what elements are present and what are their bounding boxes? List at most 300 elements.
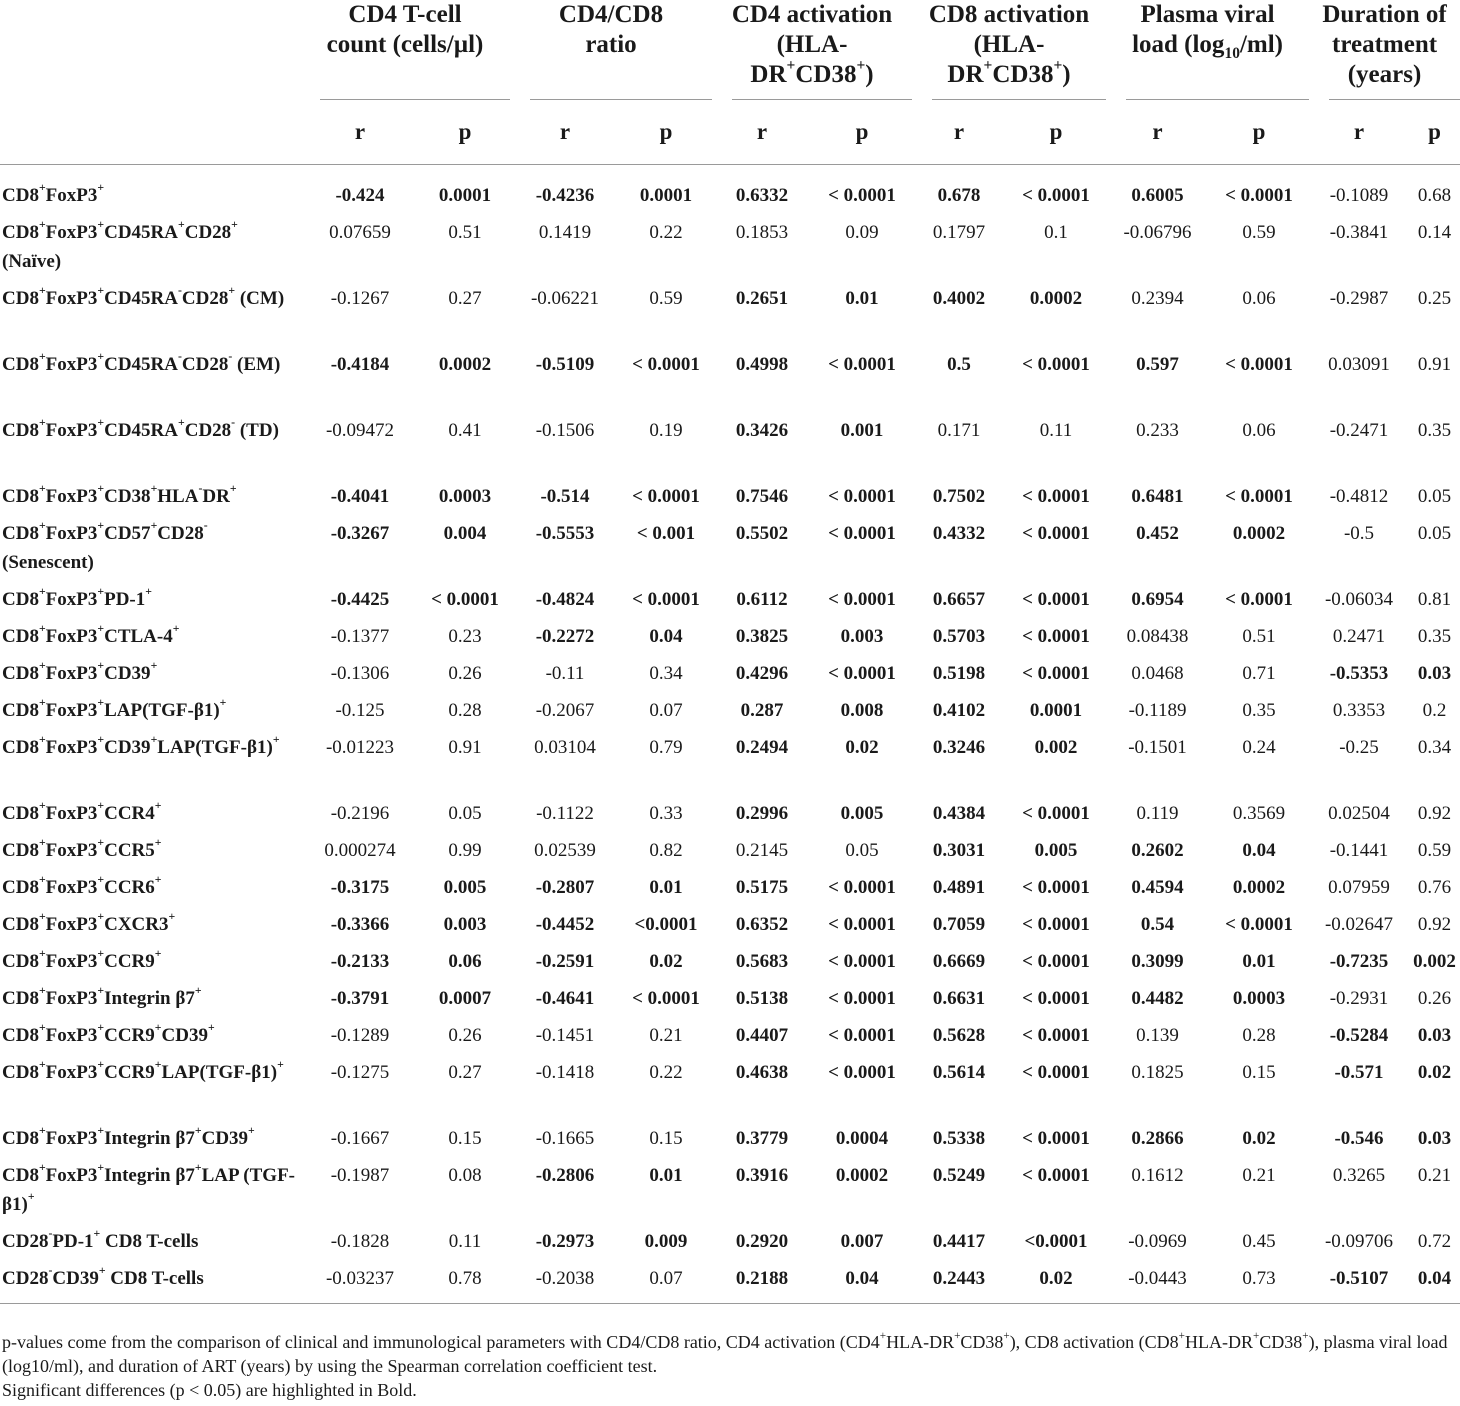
header-duration-treatment bbox=[1309, 0, 1460, 100]
row-label: CD8+FoxP3+CCR6+ bbox=[2, 872, 162, 898]
r-value-cell: -0.1122 bbox=[536, 802, 594, 824]
r-value-cell: -0.1667 bbox=[330, 1127, 390, 1149]
p-value-cell: 0.0007 bbox=[438, 987, 492, 1009]
r-value-cell: 0.597 bbox=[1136, 353, 1179, 375]
p-value-cell: 0.01 bbox=[649, 876, 683, 898]
r-value-cell: -0.4452 bbox=[535, 913, 595, 935]
r-value-cell: -0.4041 bbox=[330, 485, 390, 507]
p-value-cell: 0.03 bbox=[1417, 662, 1452, 684]
r-value-cell: 0.0468 bbox=[1131, 662, 1184, 684]
r-value-cell: 0.5249 bbox=[932, 1164, 986, 1186]
r-value-cell: -0.4641 bbox=[535, 987, 595, 1009]
p-value-cell: < 0.0001 bbox=[1225, 588, 1293, 610]
r-value-cell: 0.3916 bbox=[735, 1164, 789, 1186]
p-value-cell: 0.02 bbox=[1417, 1061, 1452, 1083]
r-value-cell: 0.4998 bbox=[735, 353, 789, 375]
r-value-cell: -0.2067 bbox=[535, 699, 595, 721]
row-label: CD8+FoxP3+ bbox=[2, 181, 105, 206]
p-value-cell: 0.003 bbox=[443, 913, 487, 935]
r-value-cell: -0.2591 bbox=[535, 950, 595, 972]
p-value-cell: < 0.0001 bbox=[828, 522, 896, 544]
r-value-cell: 0.5175 bbox=[735, 876, 789, 898]
p-value-cell: 0.72 bbox=[1417, 1230, 1452, 1252]
p-value-cell: 0.008 bbox=[840, 699, 884, 721]
row-label: CD28-PD-1+ CD8 T-cells bbox=[2, 1226, 199, 1252]
r-value-cell: -0.4824 bbox=[535, 588, 595, 610]
subheader-p: p bbox=[1209, 100, 1309, 165]
p-value-cell: < 0.0001 bbox=[1022, 1164, 1090, 1186]
r-value-cell: -0.5 bbox=[1343, 522, 1375, 544]
r-value-cell: -0.1828 bbox=[330, 1230, 390, 1252]
p-value-cell: 0.11 bbox=[448, 1230, 482, 1252]
r-value-cell: 0.5502 bbox=[735, 522, 789, 544]
r-value-cell: 0.6005 bbox=[1131, 185, 1184, 206]
r-value-cell: -0.01223 bbox=[325, 736, 395, 758]
row-label: CD8+FoxP3+CCR9+ bbox=[2, 946, 162, 972]
p-value-cell: < 0.0001 bbox=[1022, 950, 1090, 972]
p-value-cell: 0.59 bbox=[1417, 839, 1452, 861]
row-label: CD28-CD39+ CD8 T-cells bbox=[0, 1260, 300, 1304]
r-value-cell: 0.5 bbox=[947, 353, 971, 375]
r-value-cell: 0.6481 bbox=[1131, 485, 1184, 507]
p-value-cell: 0.02 bbox=[845, 736, 879, 758]
p-value-cell: 0.002 bbox=[1413, 950, 1456, 972]
table-row bbox=[0, 729, 1460, 795]
r-value-cell: 0.6352 bbox=[735, 913, 789, 935]
r-value-cell: 0.08438 bbox=[1126, 625, 1189, 647]
r-value-cell: 0.4332 bbox=[932, 522, 986, 544]
r-value-cell: 0.678 bbox=[937, 185, 981, 206]
table-row bbox=[0, 1157, 1460, 1223]
r-value-cell: -0.2471 bbox=[1329, 419, 1389, 441]
r-value-cell: 0.5614 bbox=[932, 1061, 986, 1083]
r-value-cell: 0.5338 bbox=[932, 1127, 986, 1149]
p-value-cell: 0.05 bbox=[1417, 485, 1452, 507]
p-value-cell: 0.35 bbox=[1417, 419, 1452, 441]
r-value-cell: 0.6669 bbox=[932, 950, 986, 972]
p-value-cell: 0.28 bbox=[1242, 1024, 1276, 1046]
p-value-cell: < 0.0001 bbox=[1225, 485, 1293, 507]
p-value-cell: < 0.0001 bbox=[1022, 1061, 1090, 1083]
row-label-header bbox=[0, 0, 300, 100]
r-value-cell: 0.3825 bbox=[735, 625, 789, 647]
r-value-cell: -0.1987 bbox=[330, 1164, 390, 1186]
p-value-cell: < 0.0001 bbox=[1022, 1024, 1090, 1046]
table-row bbox=[0, 581, 1460, 618]
p-value-cell: 0.002 bbox=[1034, 736, 1078, 758]
p-value-cell: 0.0002 bbox=[1232, 876, 1286, 898]
header-cd4-cd8-ratio-text: CD4/CD8 ratio bbox=[558, 1, 664, 58]
p-value-cell: 0.51 bbox=[448, 221, 482, 243]
p-value-cell: < 0.0001 bbox=[828, 1024, 896, 1046]
p-value-cell: < 0.0001 bbox=[828, 185, 896, 206]
table-row bbox=[0, 692, 1460, 729]
r-value-cell: 0.3265 bbox=[1332, 1164, 1386, 1186]
table-row bbox=[0, 795, 1460, 832]
p-value-cell: 0.2 bbox=[1422, 699, 1447, 721]
footnote-method: p-values come from the comparison of clinical and immunological parameters with CD4/CD8 ratio, CD4 activation (CD4+HLA-DR+CD38+), CD8 activation (CD8+HLA-DR+CD38+), plasma viral load (log10/ml), and duration of ART (years) by using the Spearman correlation coefficient test. bbox=[2, 1329, 1448, 1376]
r-value-cell: -0.25 bbox=[1339, 736, 1379, 758]
r-value-cell: 0.6631 bbox=[932, 987, 986, 1009]
r-value-cell: 0.3099 bbox=[1131, 950, 1184, 972]
p-value-cell: 0.05 bbox=[845, 839, 879, 861]
header-cd4-count bbox=[300, 0, 510, 100]
p-value-cell: 0.0002 bbox=[1029, 287, 1083, 309]
row-label: CD8+FoxP3+Integrin β7+ bbox=[2, 983, 202, 1009]
p-value-cell: 0.05 bbox=[448, 802, 482, 824]
r-value-cell: 0.2996 bbox=[735, 802, 789, 824]
r-value-cell: 0.4296 bbox=[735, 662, 789, 684]
r-value-cell: -0.1306 bbox=[330, 662, 390, 684]
row-label: CD8+FoxP3+CD39+ bbox=[2, 658, 158, 684]
row-label: CD8+FoxP3+CCR9+CD39+ bbox=[2, 1020, 215, 1046]
p-value-cell: < 0.0001 bbox=[828, 913, 896, 935]
p-value-cell: < 0.0001 bbox=[632, 353, 700, 375]
r-value-cell: 0.1825 bbox=[1131, 1061, 1184, 1083]
subheader-r: r bbox=[1309, 100, 1409, 165]
p-value-cell: 0.26 bbox=[448, 1024, 482, 1046]
r-value-cell: 0.6112 bbox=[736, 588, 788, 610]
p-value-cell: 0.01 bbox=[649, 1164, 683, 1186]
table-row bbox=[0, 906, 1460, 943]
p-value-cell: 0.28 bbox=[448, 699, 482, 721]
r-value-cell: 0.3426 bbox=[735, 419, 789, 441]
r-value-cell: 0.4102 bbox=[932, 699, 986, 721]
p-value-cell: 0.59 bbox=[1242, 221, 1276, 243]
r-value-cell: -0.125 bbox=[335, 699, 385, 721]
subheader-blank bbox=[0, 100, 300, 165]
p-value-cell: 0.004 bbox=[443, 522, 487, 544]
r-value-cell: -0.4236 bbox=[535, 185, 595, 206]
r-value-cell: -0.09472 bbox=[325, 419, 395, 441]
p-value-cell: 0.71 bbox=[1242, 662, 1276, 684]
row-label: CD8+FoxP3+CD38+HLA-DR+ bbox=[2, 481, 237, 507]
r-value-cell: -0.5284 bbox=[1329, 1024, 1389, 1046]
r-value-cell: 0.2602 bbox=[1131, 839, 1184, 861]
p-value-cell: < 0.0001 bbox=[1022, 522, 1090, 544]
p-value-cell: < 0.0001 bbox=[828, 1061, 896, 1083]
row-label: CD8+FoxP3+CD57+CD28- (Senescent) bbox=[2, 518, 208, 573]
r-value-cell: 0.2145 bbox=[735, 839, 789, 861]
subheader-r: r bbox=[510, 100, 620, 165]
subheader-r: r bbox=[912, 100, 1006, 165]
p-value-cell: 0.007 bbox=[840, 1230, 884, 1252]
r-value-cell: 0.452 bbox=[1136, 522, 1179, 544]
row-label: CD8+FoxP3+CD45RA-CD28+ (CM) bbox=[2, 283, 285, 309]
p-value-cell: 0.45 bbox=[1242, 1230, 1276, 1252]
row-label: CD8+FoxP3+CTLA-4+ bbox=[2, 621, 180, 647]
p-value-cell: < 0.0001 bbox=[828, 353, 896, 375]
table-row bbox=[0, 618, 1460, 655]
p-value-cell: 0.82 bbox=[649, 839, 683, 861]
table-row bbox=[0, 1054, 1460, 1120]
row-label: CD8+FoxP3+CD45RA-CD28- (EM) bbox=[2, 349, 281, 375]
r-value-cell: -0.0969 bbox=[1128, 1230, 1187, 1252]
table-row bbox=[0, 165, 1460, 214]
p-value-cell: 0.19 bbox=[649, 419, 683, 441]
table-row bbox=[0, 515, 1460, 581]
p-value-cell: 0.35 bbox=[1417, 625, 1452, 647]
p-value-cell: 0.79 bbox=[649, 736, 683, 758]
p-value-cell: < 0.0001 bbox=[632, 485, 700, 507]
p-value-cell: < 0.0001 bbox=[1225, 353, 1293, 375]
p-value-cell: 0.04 bbox=[649, 625, 683, 647]
header-plasma-viral-load-text: Plasma viral load $(\log_{10}/ml)$ bbox=[1132, 1, 1283, 62]
p-value-cell: 0.0002 bbox=[835, 1164, 889, 1186]
table-row bbox=[0, 1120, 1460, 1157]
p-value-cell: < 0.0001 bbox=[1022, 185, 1090, 206]
p-value-cell: 0.25 bbox=[1417, 287, 1452, 309]
r-value-cell: -0.2806 bbox=[535, 1164, 595, 1186]
r-value-cell: -0.1501 bbox=[1128, 736, 1187, 758]
p-value-cell: 0.59 bbox=[649, 287, 683, 309]
p-value-cell: 0.68 bbox=[1417, 185, 1452, 206]
r-value-cell: 0.5683 bbox=[735, 950, 789, 972]
r-value-cell: -0.5553 bbox=[535, 522, 595, 544]
r-value-cell: -0.2973 bbox=[535, 1230, 595, 1252]
r-value-cell: -0.5107 bbox=[1309, 1260, 1409, 1304]
r-value-cell: -0.514 bbox=[540, 485, 590, 507]
p-value-cell: 0.0003 bbox=[438, 485, 492, 507]
p-value-cell: 0.24 bbox=[1242, 736, 1276, 758]
r-value-cell: -0.3841 bbox=[1329, 221, 1389, 243]
p-value-cell: 0.0001 bbox=[639, 185, 693, 206]
row-label: CD8+FoxP3+CD45RA+CD28+ (Naïve) bbox=[2, 217, 238, 272]
r-value-cell: 0.2920 bbox=[735, 1230, 789, 1252]
r-value-cell: -0.4425 bbox=[330, 588, 390, 610]
p-value-cell: < 0.0001 bbox=[1022, 987, 1090, 1009]
table-row bbox=[0, 980, 1460, 1017]
table-row bbox=[0, 655, 1460, 692]
r-value-cell: -0.3267 bbox=[330, 522, 390, 544]
p-value-cell: < 0.0001 bbox=[828, 987, 896, 1009]
r-value-cell: -0.11 bbox=[545, 662, 585, 684]
p-value-cell: 0.001 bbox=[840, 419, 884, 441]
p-value-cell: < 0.0001 bbox=[431, 588, 499, 610]
r-value-cell: -0.5109 bbox=[535, 353, 595, 375]
p-value-cell: 0.78 bbox=[420, 1260, 510, 1304]
p-value-cell: 0.0002 bbox=[1232, 522, 1286, 544]
r-value-cell: 0.07659 bbox=[329, 221, 391, 243]
r-value-cell: 0.1853 bbox=[735, 221, 789, 243]
row-label: CD8+FoxP3+CD39+LAP(TGF-β1)+ bbox=[2, 732, 280, 758]
r-value-cell: -0.1506 bbox=[535, 419, 595, 441]
r-value-cell: 0.4407 bbox=[735, 1024, 789, 1046]
p-value-cell: 0.92 bbox=[1417, 913, 1452, 935]
p-value-cell: 0.08 bbox=[448, 1164, 482, 1186]
r-value-cell: -0.06034 bbox=[1324, 588, 1394, 610]
subheader-p: p bbox=[1409, 100, 1460, 165]
row-label: CD8+FoxP3+Integrin β7+LAP (TGF-β1)+ bbox=[2, 1160, 296, 1215]
r-value-cell: 0.2494 bbox=[735, 736, 789, 758]
table-row bbox=[0, 1223, 1460, 1260]
header-cd4-cd8-ratio bbox=[510, 0, 712, 100]
header-plasma-viral-load bbox=[1106, 0, 1309, 100]
table-row bbox=[0, 412, 1460, 478]
p-value-cell: < 0.0001 bbox=[828, 662, 896, 684]
header-cd8-activation-text: CD8 activation (HLA- DR+CD38+) bbox=[928, 1, 1090, 88]
r-value-cell: -0.06796 bbox=[1123, 221, 1192, 243]
subheader-r: r bbox=[1106, 100, 1209, 165]
r-value-cell: 0.3246 bbox=[932, 736, 986, 758]
table-row bbox=[0, 943, 1460, 980]
p-value-cell: 0.04 bbox=[812, 1260, 912, 1304]
r-value-cell: 0.4638 bbox=[735, 1061, 789, 1083]
p-value-cell: 0.14 bbox=[1417, 221, 1452, 243]
p-value-cell: 0.06 bbox=[1242, 419, 1276, 441]
r-value-cell: 0.3779 bbox=[735, 1127, 789, 1149]
r-value-cell: 0.4384 bbox=[932, 802, 986, 824]
row-label: CD8+FoxP3+CD45RA+CD28- (TD) bbox=[2, 415, 279, 441]
p-value-cell: 0.34 bbox=[649, 662, 683, 684]
p-value-cell: 0.15 bbox=[649, 1127, 683, 1149]
header-cd8-activation bbox=[912, 0, 1106, 100]
p-value-cell: 0.04 bbox=[1409, 1260, 1460, 1304]
r-value-cell: 0.5138 bbox=[735, 987, 789, 1009]
subheader-r: r bbox=[712, 100, 812, 165]
r-value-cell: 0.03091 bbox=[1328, 353, 1390, 375]
table-body bbox=[0, 165, 1460, 1304]
row-label: CD8+FoxP3+Integrin β7+CD39+ bbox=[2, 1123, 255, 1149]
r-value-cell: -0.09706 bbox=[1324, 1230, 1394, 1252]
p-value-cell: 0.07 bbox=[649, 699, 683, 721]
p-value-cell: < 0.0001 bbox=[1022, 625, 1090, 647]
p-value-cell: 0.01 bbox=[845, 287, 879, 309]
r-value-cell: -0.2196 bbox=[330, 802, 390, 824]
p-value-cell: 0.23 bbox=[448, 625, 482, 647]
r-value-cell: -0.4184 bbox=[330, 353, 390, 375]
r-value-cell: 0.2866 bbox=[1131, 1127, 1184, 1149]
p-value-cell: 0.05 bbox=[1417, 522, 1452, 544]
p-value-cell: < 0.001 bbox=[636, 522, 696, 544]
r-value-cell: 0.171 bbox=[937, 419, 981, 441]
header-duration-treatment-text: Duration of treatment (years) bbox=[1322, 1, 1447, 88]
p-value-cell: 0.005 bbox=[840, 802, 884, 824]
subheader-p: p bbox=[1006, 100, 1106, 165]
p-value-cell: 0.07 bbox=[620, 1260, 712, 1304]
p-value-cell: 0.27 bbox=[448, 287, 482, 309]
table-row bbox=[0, 280, 1460, 346]
table-row bbox=[0, 346, 1460, 412]
row-label: CD8+FoxP3+CCR4+ bbox=[2, 798, 162, 824]
p-value-cell: < 0.0001 bbox=[1022, 1127, 1090, 1149]
p-value-cell: 0.73 bbox=[1209, 1260, 1309, 1304]
r-value-cell: 0.5628 bbox=[932, 1024, 986, 1046]
p-value-cell: 0.22 bbox=[649, 221, 683, 243]
p-value-cell: 0.15 bbox=[448, 1127, 482, 1149]
r-value-cell: -0.3791 bbox=[330, 987, 390, 1009]
r-value-cell: 0.54 bbox=[1140, 913, 1175, 935]
subheader-row bbox=[0, 100, 1460, 165]
p-value-cell: 0.04 bbox=[1242, 839, 1276, 861]
p-value-cell: 0.26 bbox=[448, 662, 482, 684]
r-value-cell: -0.424 bbox=[335, 185, 385, 206]
r-value-cell: -0.2038 bbox=[510, 1260, 620, 1304]
r-value-cell: -0.1377 bbox=[330, 625, 390, 647]
r-value-cell: -0.03237 bbox=[300, 1260, 420, 1304]
r-value-cell: -0.1665 bbox=[535, 1127, 595, 1149]
p-value-cell: < 0.0001 bbox=[1022, 876, 1090, 898]
r-value-cell: -0.7235 bbox=[1329, 950, 1389, 972]
footnote-significance: Significant differences (p < 0.05) are highlighted in Bold. bbox=[2, 1380, 417, 1400]
r-value-cell: -0.2987 bbox=[1329, 287, 1389, 309]
p-value-cell: 0.21 bbox=[1417, 1164, 1452, 1186]
p-value-cell: 0.06 bbox=[1242, 287, 1276, 309]
p-value-cell: 0.01 bbox=[1242, 950, 1276, 972]
p-value-cell: 0.51 bbox=[1242, 625, 1276, 647]
table-row bbox=[0, 1260, 1460, 1304]
r-value-cell: -0.3366 bbox=[330, 913, 390, 935]
p-value-cell: 0.005 bbox=[443, 876, 487, 898]
table-footnote bbox=[2, 1330, 1452, 1402]
p-value-cell: 0.11 bbox=[1039, 419, 1073, 441]
p-value-cell: < 0.0001 bbox=[632, 588, 700, 610]
p-value-cell: 0.02 bbox=[649, 950, 683, 972]
r-value-cell: -0.1275 bbox=[330, 1061, 390, 1083]
p-value-cell: 0.22 bbox=[649, 1061, 683, 1083]
p-value-cell: < 0.0001 bbox=[1022, 802, 1090, 824]
table-row bbox=[0, 214, 1460, 280]
table-row bbox=[0, 1017, 1460, 1054]
p-value-cell: 0.81 bbox=[1417, 588, 1452, 610]
r-value-cell: 0.4002 bbox=[932, 287, 986, 309]
p-value-cell: 0.0001 bbox=[1029, 699, 1083, 721]
r-value-cell: 0.03104 bbox=[534, 736, 596, 758]
r-value-cell: 0.02539 bbox=[534, 839, 596, 861]
r-value-cell: 0.1612 bbox=[1131, 1164, 1184, 1186]
p-value-cell: 0.02 bbox=[1242, 1127, 1276, 1149]
p-value-cell: 0.0004 bbox=[835, 1127, 889, 1149]
p-value-cell: 0.005 bbox=[1034, 839, 1078, 861]
p-value-cell: 0.15 bbox=[1242, 1061, 1276, 1083]
r-value-cell: -0.1418 bbox=[535, 1061, 595, 1083]
subheader-r: r bbox=[300, 100, 420, 165]
r-value-cell: -0.02647 bbox=[1324, 913, 1394, 935]
p-value-cell: 0.27 bbox=[448, 1061, 482, 1083]
r-value-cell: 0.7546 bbox=[735, 485, 789, 507]
table-row bbox=[0, 832, 1460, 869]
r-value-cell: 0.3031 bbox=[932, 839, 986, 861]
r-value-cell: -0.1189 bbox=[1128, 699, 1187, 721]
r-value-cell: -0.06221 bbox=[530, 287, 600, 309]
r-value-cell: -0.1441 bbox=[1329, 839, 1389, 861]
p-value-cell: < 0.0001 bbox=[1022, 353, 1090, 375]
r-value-cell: 0.6954 bbox=[1131, 588, 1184, 610]
r-value-cell: 0.119 bbox=[1136, 802, 1179, 824]
p-value-cell: 0.26 bbox=[1417, 987, 1452, 1009]
p-value-cell: 0.03 bbox=[1417, 1127, 1452, 1149]
p-value-cell: 0.0002 bbox=[438, 353, 492, 375]
r-value-cell: 0.4417 bbox=[932, 1230, 986, 1252]
r-value-cell: -0.2807 bbox=[535, 876, 595, 898]
header-cd4-count-text: CD4 T-cell count (cells/µl) bbox=[326, 1, 484, 58]
p-value-cell: 0.76 bbox=[1417, 876, 1452, 898]
p-value-cell: 0.06 bbox=[448, 950, 482, 972]
p-value-cell: 0.09 bbox=[845, 221, 879, 243]
p-value-cell: 0.99 bbox=[448, 839, 482, 861]
p-value-cell: 0.003 bbox=[840, 625, 884, 647]
p-value-cell: 0.33 bbox=[649, 802, 683, 824]
subheader-p: p bbox=[420, 100, 510, 165]
r-value-cell: -0.546 bbox=[1334, 1127, 1384, 1149]
r-value-cell: 0.7059 bbox=[932, 913, 986, 935]
r-value-cell: 0.4482 bbox=[1131, 987, 1184, 1009]
r-value-cell: -0.2133 bbox=[330, 950, 390, 972]
p-value-cell: < 0.0001 bbox=[828, 485, 896, 507]
p-value-cell: < 0.0001 bbox=[828, 876, 896, 898]
r-value-cell: -0.3175 bbox=[330, 876, 390, 898]
p-value-cell: <0.0001 bbox=[634, 913, 698, 935]
